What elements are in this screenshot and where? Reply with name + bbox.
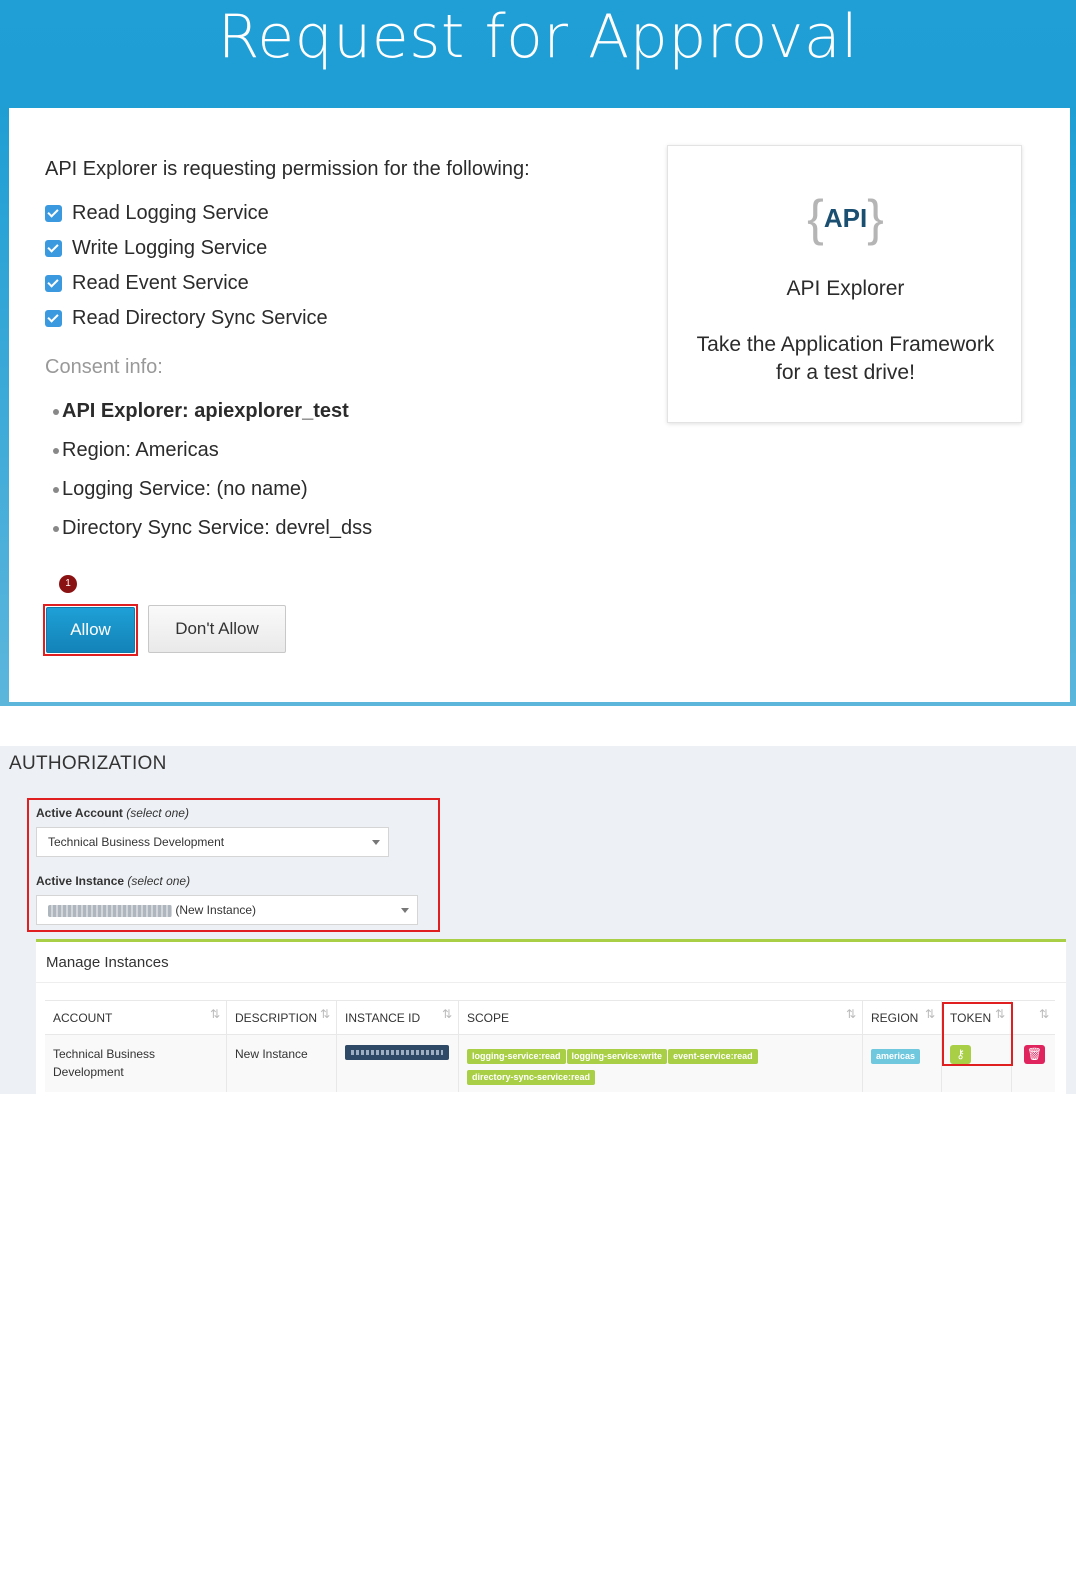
column-header-scope[interactable]: SCOPE ⇅: [459, 1001, 863, 1036]
consent-item: [53, 470, 372, 509]
active-account-select[interactable]: [36, 827, 389, 857]
app-name: API Explorer: [786, 277, 905, 300]
scope-tag: event-service:read: [668, 1049, 758, 1064]
redacted-instance-id: [48, 905, 172, 917]
checkbox-checked-icon[interactable]: [45, 310, 62, 327]
approval-card: [9, 108, 1070, 702]
authorization-panel: [0, 746, 1076, 1094]
permission-item[interactable]: [45, 301, 328, 336]
permission-label: Read Logging Service: [72, 202, 269, 224]
table-header: [45, 1000, 1055, 1035]
key-icon[interactable]: ⚷: [950, 1045, 971, 1064]
permission-label: Read Event Service: [72, 272, 249, 294]
scope-tag: logging-service:read: [467, 1049, 566, 1064]
logo-brace-open: {: [807, 190, 824, 247]
chevron-down-icon: [401, 908, 409, 913]
allow-button[interactable]: Allow: [46, 607, 135, 653]
column-header-actions[interactable]: [1012, 1001, 1055, 1036]
permission-heading: API Explorer is requesting permission for the following:: [45, 158, 530, 180]
bullet-icon: [53, 448, 59, 454]
active-instance-suffix: (New Instance): [175, 903, 257, 917]
scope-tag: directory-sync-service:read: [467, 1070, 595, 1085]
sort-icon[interactable]: ⇅: [209, 1007, 220, 1021]
bullet-icon: [53, 487, 59, 493]
permission-label: Read Directory Sync Service: [72, 307, 328, 329]
checkbox-checked-icon[interactable]: [45, 205, 62, 222]
column-header-token[interactable]: TOKEN ⇅: [942, 1001, 1012, 1036]
step-badge: 1: [59, 575, 77, 593]
table-row: [45, 1035, 1055, 1092]
active-instance-select[interactable]: [36, 895, 418, 925]
permission-item[interactable]: [45, 196, 328, 231]
logo-brace-close: }: [867, 190, 884, 247]
consent-text: Region: Americas: [62, 439, 219, 461]
checkbox-checked-icon[interactable]: [45, 275, 62, 292]
consent-text: Directory Sync Service: devrel_dss: [62, 517, 373, 539]
sort-icon[interactable]: ⇅: [924, 1007, 935, 1021]
chevron-down-icon: [372, 840, 380, 845]
region-tag: americas: [871, 1049, 920, 1064]
sort-icon[interactable]: ⇅: [994, 1007, 1005, 1021]
cell-instance-id: [337, 1035, 459, 1092]
sort-icon[interactable]: ⇅: [319, 1007, 330, 1021]
column-header-region[interactable]: REGION ⇅: [863, 1001, 942, 1036]
bullet-icon: [53, 526, 59, 532]
consent-list: [53, 392, 372, 548]
cell-account: Technical Business Development: [45, 1035, 227, 1092]
logo-text: API: [823, 203, 868, 234]
token-highlight-box: [942, 1002, 1013, 1066]
column-header-instance-id[interactable]: INSTANCE ID ⇅: [337, 1001, 459, 1036]
scope-tag: logging-service:write: [567, 1049, 668, 1064]
column-header-account[interactable]: ACCOUNT ⇅: [45, 1001, 227, 1036]
permission-label: Write Logging Service: [72, 237, 268, 259]
manage-instances-title: Manage Instances: [46, 954, 169, 971]
active-account-value: Technical Business Development: [48, 835, 225, 849]
trash-icon[interactable]: 🗑: [1024, 1045, 1045, 1064]
consent-text: Logging Service: (no name): [62, 478, 308, 500]
cell-description: New Instance: [227, 1035, 337, 1092]
consent-text: API Explorer: apiexplorer_test: [62, 400, 349, 422]
cell-actions: [1012, 1035, 1055, 1092]
permission-item[interactable]: [45, 266, 328, 301]
dont-allow-button[interactable]: Don't Allow: [148, 605, 286, 653]
permission-list: [45, 196, 328, 336]
cell-scope: [459, 1035, 863, 1092]
redacted-instance-id: [345, 1045, 449, 1060]
active-instance-label: Active Instance (select one): [36, 874, 191, 888]
api-logo: [668, 186, 1023, 248]
page-title: Request for Approval: [217, 2, 859, 72]
active-account-label: Active Account (select one): [36, 806, 189, 820]
manage-instances-panel: [36, 939, 1066, 1094]
divider: [36, 982, 1066, 983]
consent-item: [53, 392, 372, 431]
authorization-title: AUTHORIZATION: [9, 753, 167, 774]
sort-icon[interactable]: ⇅: [441, 1007, 452, 1021]
checkbox-checked-icon[interactable]: [45, 240, 62, 257]
cell-region: [863, 1035, 942, 1092]
column-header-description[interactable]: DESCRIPTION ⇅: [227, 1001, 337, 1036]
approval-panel: [0, 0, 1076, 706]
permission-item[interactable]: [45, 231, 328, 266]
app-info-card: [667, 145, 1022, 423]
bullet-icon: [53, 409, 59, 415]
consent-item: [53, 431, 372, 470]
app-description: Take the Application Framework for a test drive!: [696, 333, 995, 384]
sort-icon[interactable]: ⇅: [845, 1007, 856, 1021]
sort-icon[interactable]: ⇅: [1038, 1007, 1049, 1021]
consent-title: Consent info:: [45, 356, 163, 378]
consent-item: [53, 509, 372, 548]
